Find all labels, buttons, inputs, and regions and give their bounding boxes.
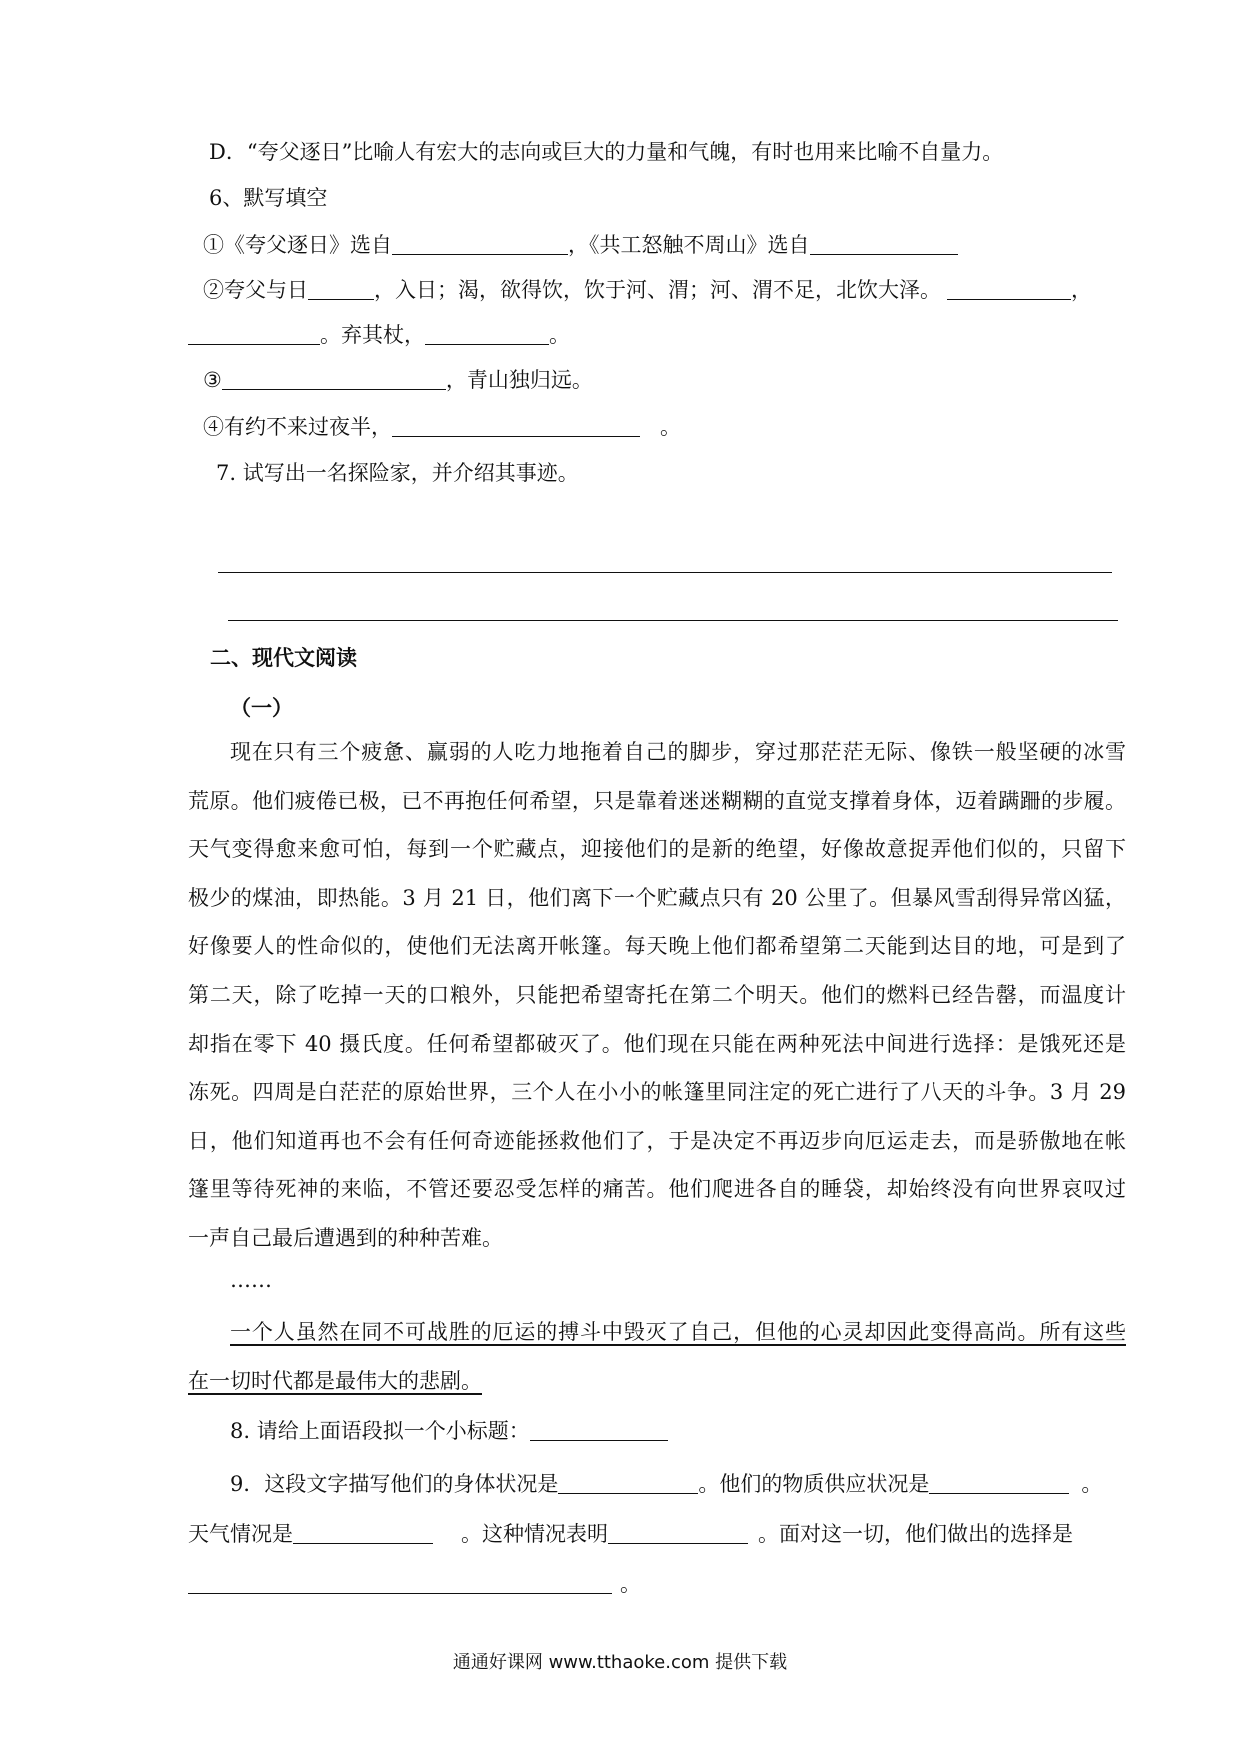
answer-blank[interactable] [425, 325, 549, 345]
answer-blank[interactable] [530, 1421, 668, 1441]
q6-line4-text-a: ③ [203, 368, 222, 392]
answer-blank[interactable] [608, 1524, 748, 1544]
passage-line: 现在只有三个疲惫、赢弱的人吃力地拖着自己的脚步，穿过那茫茫无际、像铁一般坚硬的冰雪 [230, 740, 1126, 764]
passage-line: 第二天，除了吃掉一天的口粮外，只能把希望寄托在第二个明天。他们的燃料已经告罄，而温度计 [188, 982, 1126, 1007]
question-9-line-1 [230, 1474, 1102, 1495]
question-6-line-4 [203, 370, 593, 391]
answer-blank[interactable] [188, 1574, 612, 1594]
q6-line3-text-a: 。弃其杖， [320, 323, 425, 347]
answer-blank[interactable] [392, 235, 568, 255]
passage-line: 日，他们知道再也不会有任何奇迹能拯救他们了，于是决定不再迈步向厄运走去，而是骄傲地在帐 [188, 1128, 1126, 1153]
passage-line: 荒原。他们疲倦已极，已不再抱任何希望，只是靠着迷迷糊糊的直觉支撑着身体，迈着蹒跚的步履。 [188, 788, 1126, 813]
underlined-line: 一个人虽然在同不可战胜的厄运的搏斗中毁灭了自己，但他的心灵却因此变得高尚。所有这些 [230, 1320, 1126, 1344]
question-6-line-5 [203, 417, 681, 438]
q9-text-f: 。面对这一切，他们做出的选择是 [758, 1522, 1073, 1546]
question-5-option-d: D．“夸父逐日”比喻人有宏大的志向或巨大的力量和气魄，有时也用来比喻不自量力。 [209, 140, 1004, 164]
question-6-title: 6、默写填空 [209, 186, 328, 210]
q6-line5-text-a: ④有约不来过夜半， [203, 415, 392, 439]
answer-blank[interactable] [810, 235, 958, 255]
answer-line[interactable] [218, 572, 1112, 573]
answer-blank[interactable] [929, 1474, 1069, 1494]
q9-text-g: 。 [620, 1572, 641, 1596]
passage-line: 好像要人的性命似的，使他们无法离开帐篷。每天晚上他们都希望第二天能到达目的地，可是到了 [188, 934, 1126, 959]
q6-line3-text-b: 。 [549, 323, 570, 347]
q6-line1-text-a: ①《夸父逐日》选自 [203, 233, 392, 257]
page-footer: 通通好课网 www.tthaoke.com 提供下载 [452, 1652, 788, 1673]
answer-blank[interactable] [308, 280, 374, 300]
answer-blank[interactable] [188, 325, 320, 345]
passage-line: 却指在零下 40 摄氏度。任何希望都破灭了。他们现在只能在两种死法中间进行选择：是饿死还是 [188, 1031, 1126, 1056]
answer-blank[interactable] [392, 417, 640, 437]
answer-blank[interactable] [558, 1474, 698, 1494]
answer-line[interactable] [228, 620, 1118, 621]
ellipsis: …… [230, 1268, 272, 1292]
q6-line4-text-b: ，青山独归远。 [445, 368, 593, 392]
underlined-conclusion [188, 1308, 1126, 1405]
q6-line2-text-c: ， [1071, 278, 1092, 302]
q9-text-d: 天气情况是 [188, 1522, 293, 1546]
q6-line2-text-b: ，入日；渴，欲得饮，饮于河、渭；河、渭不足，北饮大泽。 [374, 278, 941, 302]
answer-blank[interactable] [293, 1524, 433, 1544]
section-heading: 二、现代文阅读 [210, 646, 357, 670]
passage-line: 极少的煤油，即热能。3 月 21 日，他们离下一个贮藏点只有 20 公里了。但暴风雪刮得异常凶猛， [188, 885, 1126, 910]
answer-blank[interactable] [222, 370, 446, 390]
question-8 [230, 1421, 668, 1442]
passage-line: 冻死。四周是白茫茫的原始世界，三个人在小小的帐篷里同注定的死亡进行了八天的斗争。3 月 29 [188, 1080, 1126, 1105]
q9-text-c: 。 [1081, 1472, 1103, 1496]
passage-line: 篷里等待死神的来临，不管还要忍受怎样的痛苦。他们爬进各自的睡袋，却始终没有向世界哀叹过 [188, 1177, 1126, 1202]
q9-text-e: 。这种情况表明 [461, 1522, 608, 1546]
passage-line: 一声自己最后遭遇到的种种苦难。 [188, 1225, 503, 1250]
question-6-line-3 [188, 325, 570, 346]
question-6-line-1 [203, 235, 958, 256]
q9-text-b: 。他们的物质供应状况是 [698, 1472, 930, 1496]
answer-blank[interactable] [947, 280, 1071, 300]
q6-line2-text-a: ②夸父与日 [203, 278, 308, 302]
q9-text-a: 9．这段文字描写他们的身体状况是 [230, 1472, 559, 1496]
question-6-line-2 [203, 280, 1092, 301]
question-9-line-3 [188, 1574, 641, 1595]
passage-line: 天气变得愈来愈可怕，每到一个贮藏点，迎接他们的是新的绝望，好像故意捉弄他们似的，只留下 [188, 837, 1126, 862]
q6-line1-text-b: ，《共工怒触不周山》选自 [568, 233, 810, 257]
q6-line5-text-b: 。 [660, 415, 681, 439]
question-7: 7. 试写出一名探险家，并介绍其事迹。 [216, 461, 579, 485]
q8-text: 8. 请给上面语段拟一个小标题： [230, 1419, 530, 1443]
subsection-heading: （一） [230, 696, 293, 720]
question-9-line-2 [188, 1524, 1073, 1545]
reading-passage [188, 728, 1126, 1263]
underlined-line: 在一切时代都是最伟大的悲剧。 [188, 1368, 482, 1393]
